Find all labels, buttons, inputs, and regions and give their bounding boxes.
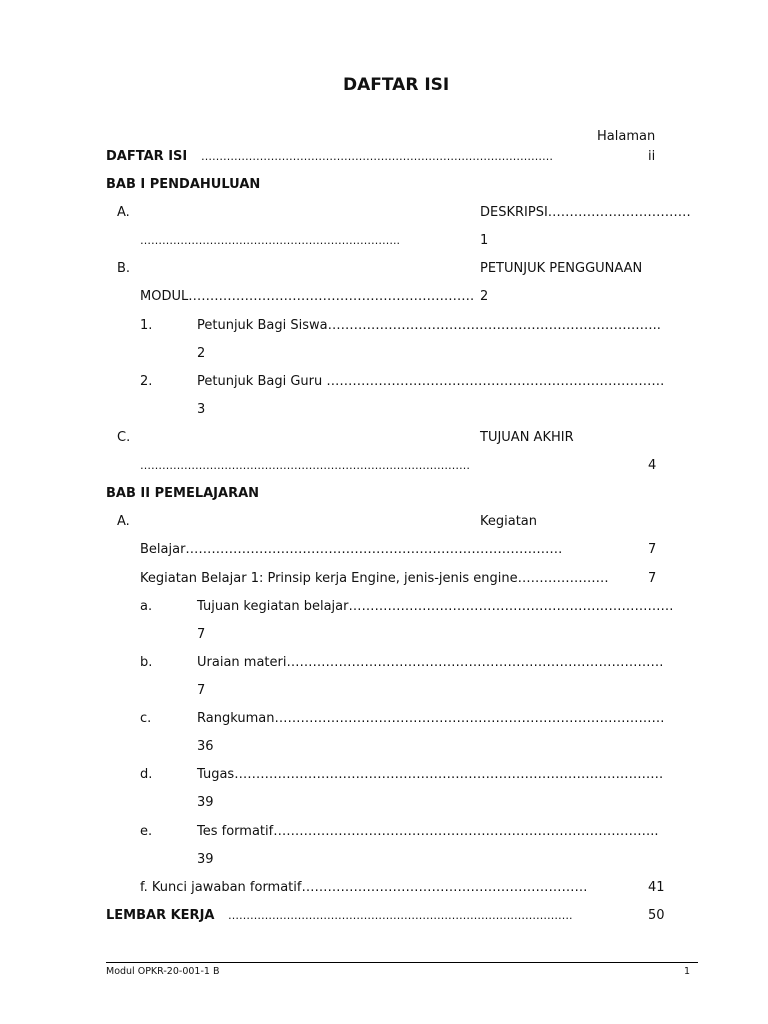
toc-tujuan-kegiatan-page: 7 xyxy=(197,627,206,642)
toc-rangkuman-page: 36 xyxy=(197,739,214,754)
toc-daftar-isi-page: ii xyxy=(648,149,656,164)
toc-item-letter: a. xyxy=(140,599,153,614)
toc-petunjuk-siswa: Petunjuk Bagi Siswa………………………………………………………………….. xyxy=(197,318,661,333)
toc-petunjuk-guru-page: 3 xyxy=(197,402,206,417)
toc-kegiatan: Kegiatan xyxy=(480,514,538,529)
toc-petunjuk-guru: Petunjuk Bagi Guru …………………………………………………………………… xyxy=(197,374,665,389)
toc-kunci-jawaban-page: 41 xyxy=(648,880,665,895)
toc-deskripsi-page: 1 xyxy=(480,233,489,248)
toc-modul-page: 2 xyxy=(480,289,489,304)
toc-item-number: A. xyxy=(117,205,130,220)
toc-tujuan-akhir: TUJUAN AKHIR xyxy=(480,430,574,445)
toc-item-number: B. xyxy=(117,261,131,276)
footer-page-number: 1 xyxy=(684,966,691,977)
toc-petunjuk-penggunaan: PETUNJUK PENGGUNAAN xyxy=(480,261,643,276)
toc-kegiatan-belajar-1: Kegiatan Belajar 1: Prinsip kerja Engine, jenis-jenis engine………………… xyxy=(140,571,609,586)
toc-item-number: 1. xyxy=(140,318,153,333)
toc-daftar-isi: DAFTAR ISI xyxy=(106,149,188,164)
toc-bab-1: BAB I PENDAHULUAN xyxy=(106,177,261,192)
toc-tugas-page: 39 xyxy=(197,795,214,810)
toc-tugas: Tugas……………………………………………………………………………………… xyxy=(197,767,664,782)
toc-deskripsi: DESKRIPSI…………………………… xyxy=(480,205,691,220)
toc-item-letter: d. xyxy=(140,767,153,782)
toc-modul: MODUL………………………………………………………… xyxy=(140,289,475,304)
footer-module-code: Modul OPKR-20-001-1 B xyxy=(106,966,220,977)
toc-kegiatan-belajar-1-page: 7 xyxy=(648,571,657,586)
toc-belajar: Belajar…………………………………………………………………………… xyxy=(140,542,563,557)
toc-uraian-materi: Uraian materi…………………………………………………………………………… xyxy=(197,655,664,670)
toc-tujuan-akhir-page: 4 xyxy=(648,458,657,473)
halaman-label: Halaman xyxy=(597,129,656,144)
toc-item-number: A. xyxy=(117,514,130,529)
toc-tujuan-akhir-dots: ……………………………………………………………………………… xyxy=(140,459,470,472)
toc-tes-formatif: Tes formatif…………………………………………………………………………….. xyxy=(197,824,659,839)
toc-lembar-kerja-dots: …………………………………………………………………………………. xyxy=(228,909,573,922)
toc-lembar-kerja: LEMBAR KERJA xyxy=(106,908,215,923)
toc-petunjuk-siswa-page: 2 xyxy=(197,346,206,361)
toc-kunci-jawaban: f. Kunci jawaban formatif………………………………………………………… xyxy=(140,880,588,895)
footer-divider xyxy=(106,962,698,963)
toc-item-number: C. xyxy=(117,430,131,445)
toc-bab-2: BAB II PEMELAJARAN xyxy=(106,486,260,501)
toc-lembar-kerja-page: 50 xyxy=(648,908,665,923)
toc-item-letter: b. xyxy=(140,655,153,670)
toc-item-letter: e. xyxy=(140,824,153,839)
toc-deskripsi-dots: …………………………………………………………….. xyxy=(140,234,400,247)
toc-belajar-page: 7 xyxy=(648,542,657,557)
toc-item-letter: c. xyxy=(140,711,152,726)
toc-daftar-isi-dots: …………………………………………………………………………………… xyxy=(201,150,553,163)
toc-uraian-materi-page: 7 xyxy=(197,683,206,698)
toc-tes-formatif-page: 39 xyxy=(197,852,214,867)
page-title: DAFTAR ISI xyxy=(343,75,450,95)
toc-rangkuman: Rangkuman……………………………………………………………………………… xyxy=(197,711,665,726)
toc-item-number: 2. xyxy=(140,374,153,389)
toc-tujuan-kegiatan: Tujuan kegiatan belajar………………………………………………………………… xyxy=(197,599,674,614)
